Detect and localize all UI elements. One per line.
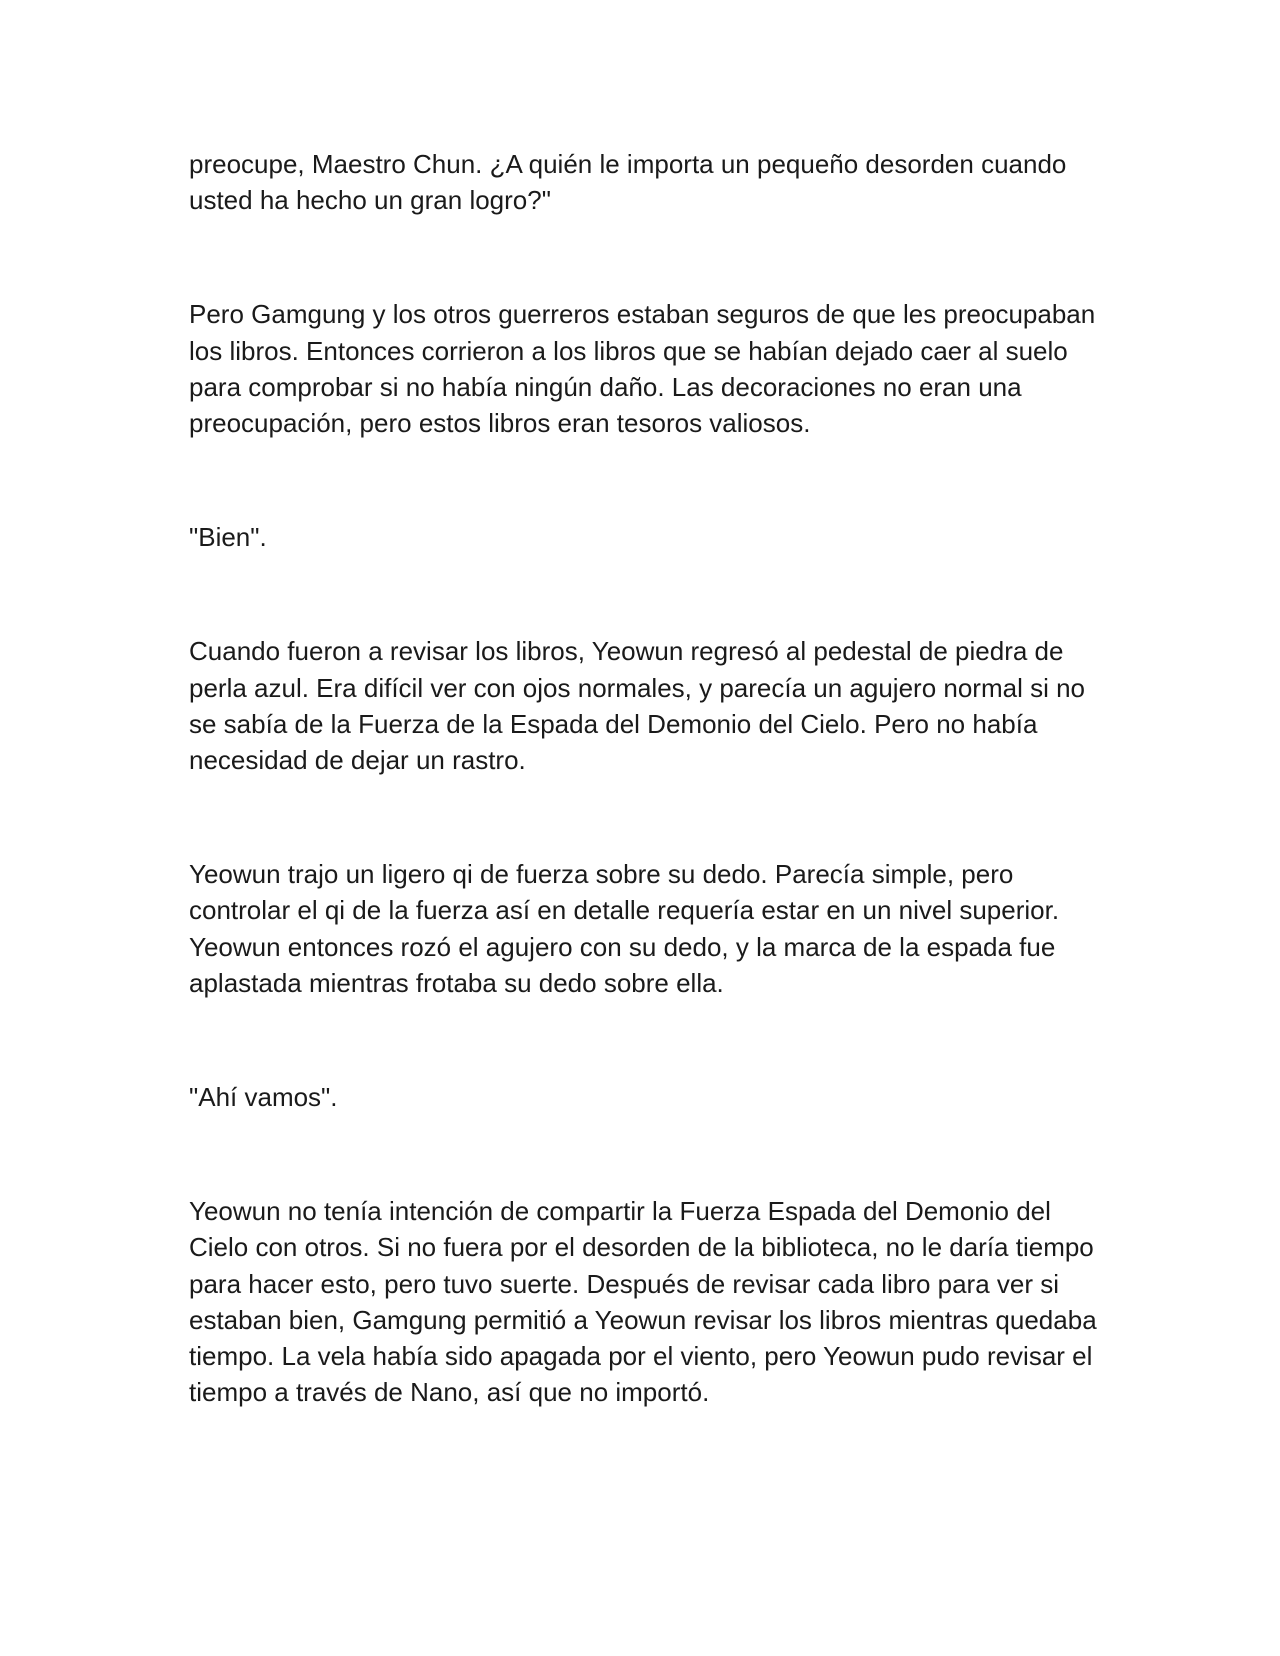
paragraph: preocupe, Maestro Chun. ¿A quién le importa un pequeño desorden cuando usted ha hecho un gran logro?": [189, 149, 1067, 216]
paragraph: "Bien".: [189, 522, 267, 553]
paragraph: Yeowun trajo un ligero qi de fuerza sobre su dedo. Parecía simple, pero controlar el qi de la fuerza así en detalle requería estar en un nivel superior. Yeowun entonces rozó el agujero con su dedo, y la marca de la espada fue aplastada mientras frotaba su dedo sobre ella.: [189, 859, 1060, 998]
paragraph: Yeowun no tenía intención de compartir la Fuerza Espada del Demonio del Cielo con otros. Si no fuera por el desorden de la biblioteca, no le daría tiempo para hacer esto, pero tuvo suerte. Después de revisar cada libro para ver si estaban bien, Gamgung permitió a Yeowun revisar los libros mientras quedaba tiempo. La vela había sido apagada por el viento, pero Yeowun pudo revisar el tiempo a través de Nano, así que no importó.: [189, 1196, 1097, 1408]
paragraph: Cuando fueron a revisar los libros, Yeowun regresó al pedestal de piedra de perla azul. Era difícil ver con ojos normales, y parecía un agujero normal si no se sabía de la Fuerza de la Espada del Demonio del Cielo. Pero no había necesidad de dejar un rastro.: [189, 636, 1085, 776]
paragraph: Pero Gamgung y los otros guerreros estaban seguros de que les preocupaban los libros. Entonces corrieron a los libros que se habían dejado caer al suelo para comprobar si no había ningún daño. Las decoraciones no eran una preocupación, pero estos libros eran tesoros valiosos.: [189, 299, 1096, 439]
paragraph: "Ahí vamos".: [189, 1082, 338, 1113]
document-body: [189, 146, 1109, 1410]
